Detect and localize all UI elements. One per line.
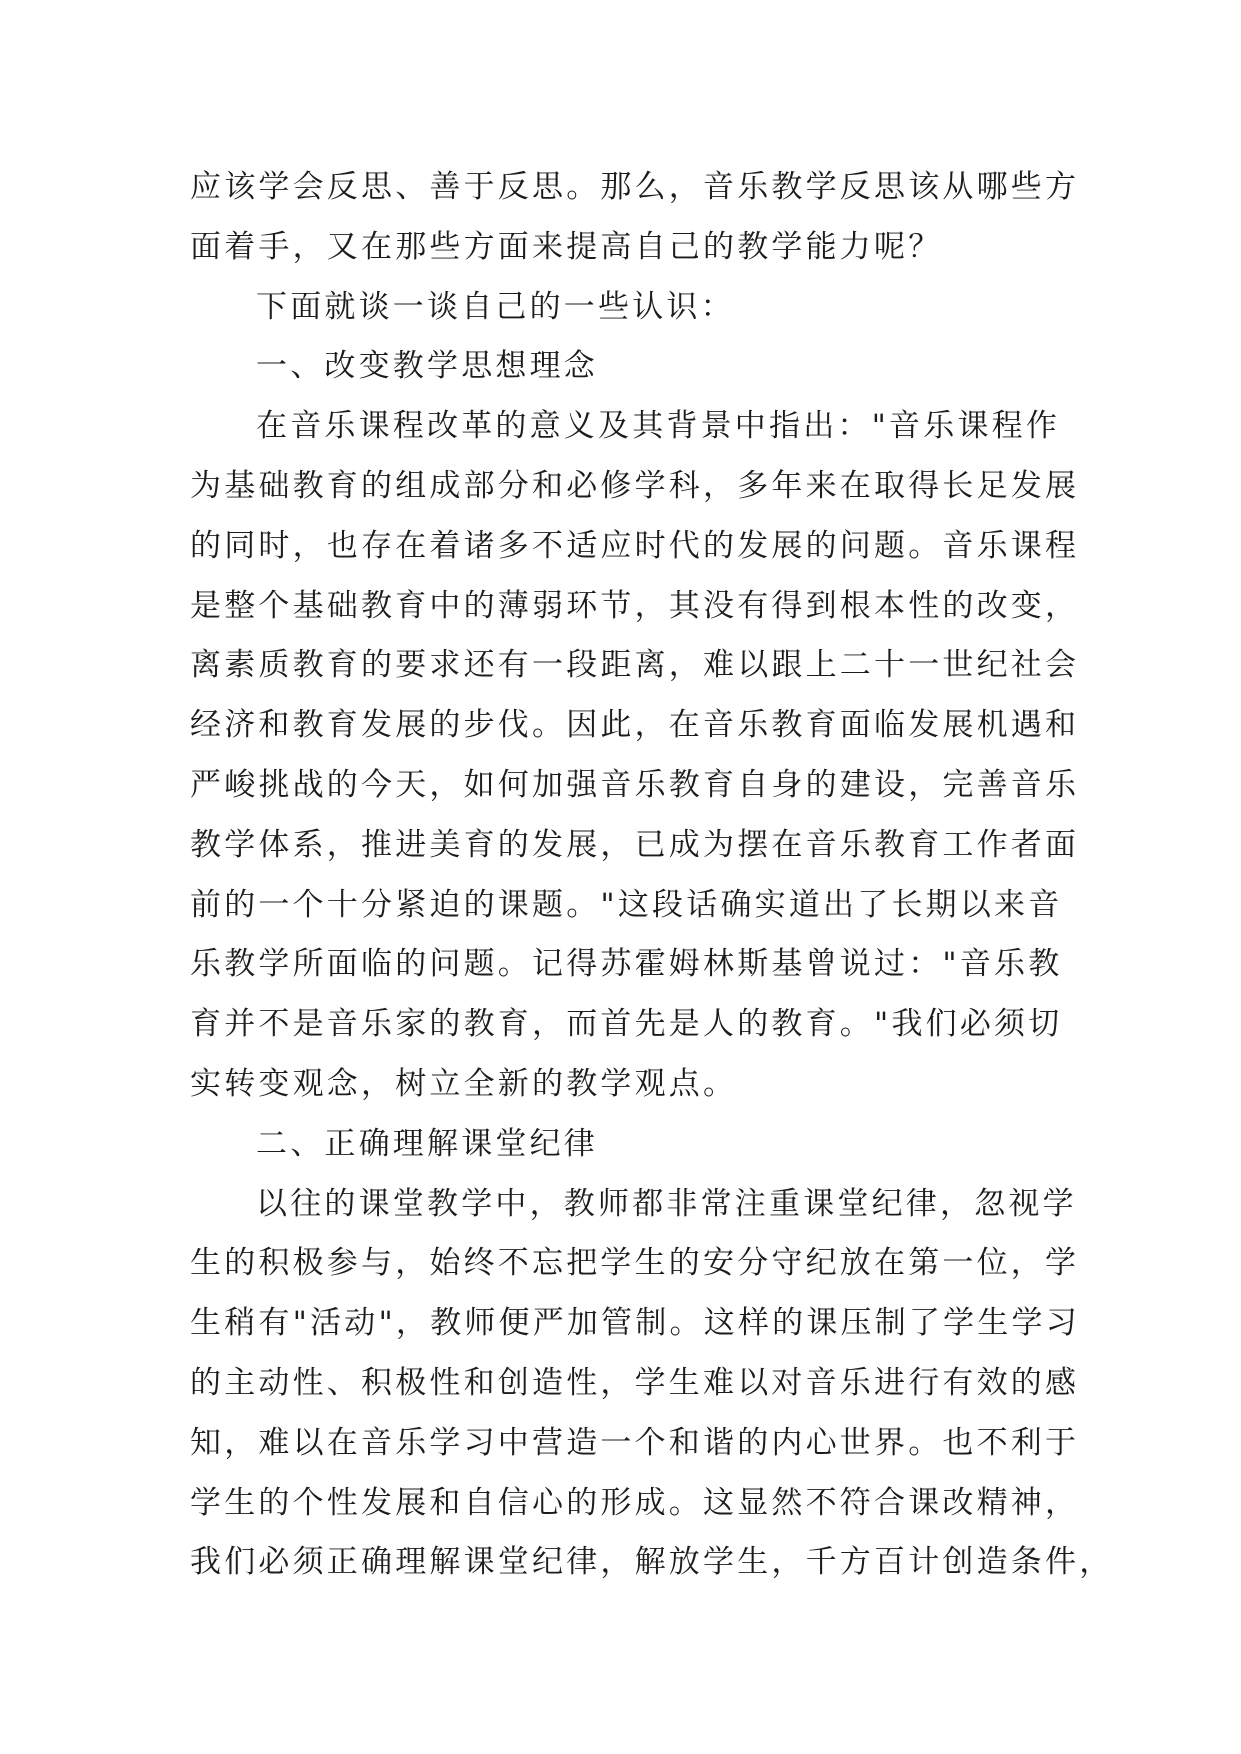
text-line: 严峻挑战的今天，如何加强音乐教育自身的建设，完善音乐 xyxy=(190,766,1080,803)
text-line: 学生的个性发展和自信心的形成。这显然不符合课改精神， xyxy=(190,1484,1080,1521)
text-line: 是整个基础教育中的薄弱环节，其没有得到根本性的改变， xyxy=(190,587,1080,624)
text-line: 生稍有"活动"，教师便严加管制。这样的课压制了学生学习 xyxy=(190,1305,1080,1342)
text-line: 的同时，也存在着诸多不适应时代的发展的问题。音乐课程 xyxy=(190,527,1080,564)
text-line: 以往的课堂教学中，教师都非常注重课堂纪律，忽视学 xyxy=(256,1185,1077,1222)
text-line: 乐教学所面临的问题。记得苏霍姆林斯基曾说过："音乐教 xyxy=(190,946,1063,983)
text-line: 实转变观念，树立全新的教学观点。 xyxy=(190,1065,738,1102)
text-line: 经济和教育发展的步伐。因此，在音乐教育面临发展机遇和 xyxy=(190,707,1080,744)
text-line: 生的积极参与，始终不忘把学生的安分守纪放在第一位，学 xyxy=(190,1245,1080,1282)
text-line: 在音乐课程改革的意义及其背景中指出："音乐课程作 xyxy=(256,408,1061,445)
text-line: 为基础教育的组成部分和必修学科，多年来在取得长足发展 xyxy=(190,467,1080,504)
text-line: 面着手，又在那些方面来提高自己的教学能力呢？ xyxy=(190,228,943,265)
body-text xyxy=(190,158,1114,1593)
section-heading: 一、改变教学思想理念 xyxy=(256,348,598,385)
text-line: 的主动性、积极性和创造性，学生难以对音乐进行有效的感 xyxy=(190,1364,1080,1401)
text-line: 下面就谈一谈自己的一些认识： xyxy=(256,288,735,325)
section-heading: 二、正确理解课堂纪律 xyxy=(256,1125,598,1162)
text-line: 应该学会反思、善于反思。那么，音乐教学反思该从哪些方 xyxy=(190,169,1080,205)
text-line: 教学体系，推进美育的发展，已成为摆在音乐教育工作者面 xyxy=(190,826,1080,863)
text-line: 知，难以在音乐学习中营造一个和谐的内心世界。也不利于 xyxy=(190,1424,1080,1461)
text-line: 育并不是音乐家的教育，而首先是人的教育。"我们必须切 xyxy=(190,1006,1063,1043)
text-line: 离素质教育的要求还有一段距离，难以跟上二十一世纪社会 xyxy=(190,647,1080,684)
text-line: 前的一个十分紧迫的课题。"这段话确实道出了长期以来音 xyxy=(190,886,1063,923)
text-line: 我们必须正确理解课堂纪律，解放学生，千方百计创造条件， xyxy=(190,1544,1114,1581)
